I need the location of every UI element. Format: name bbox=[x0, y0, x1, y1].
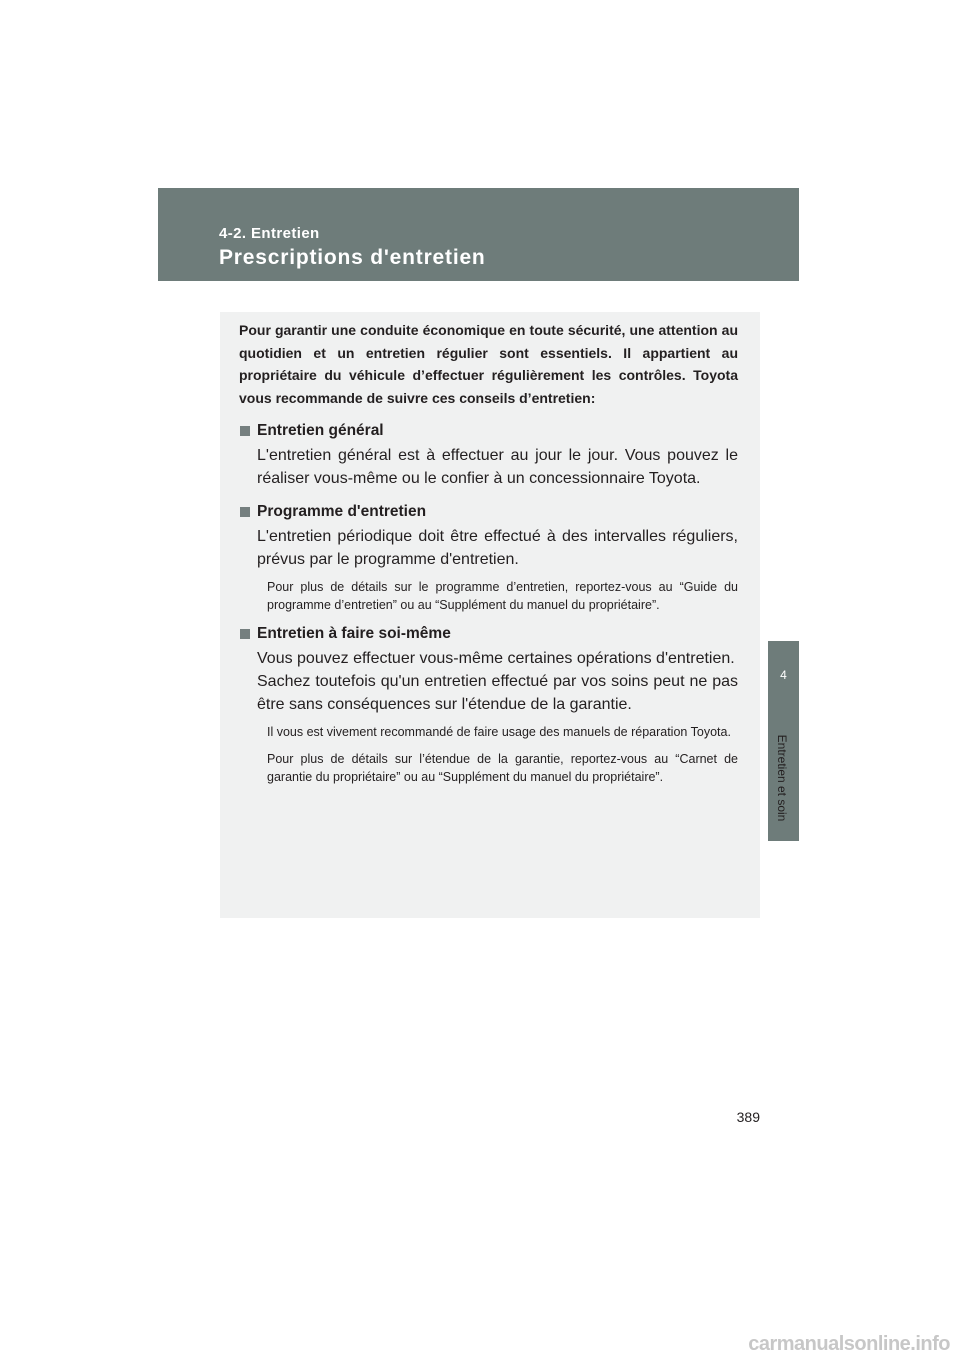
section-note: Pour plus de détails sur l’étendue de la garantie, reportez-vous au “Carnet de garantie du propriétaire” ou au “Supplément du manuel du propriétaire”. bbox=[267, 751, 738, 785]
section-heading-general bbox=[239, 420, 738, 442]
section-label: 4-2. Entretien bbox=[219, 225, 320, 242]
section-heading-diy bbox=[239, 623, 738, 645]
section-body: Sachez toutefois qu'un entretien effectué par vos soins peut ne pas être sans conséquences sur l'étendue de la garantie. bbox=[257, 673, 738, 713]
content-box bbox=[220, 312, 760, 918]
section-heading-text: Programme d'entretien bbox=[257, 502, 427, 520]
chapter-side-label-text: Entretien et soin bbox=[775, 734, 789, 822]
section-header bbox=[158, 188, 799, 281]
section-body: L'entretien général est à effectuer au jour le jour. Vous pouvez le réaliser vous-même ou le confier à un concessionnaire Toyota. bbox=[257, 446, 738, 487]
section-heading-text: Entretien général bbox=[257, 421, 384, 439]
square-bullet-icon bbox=[240, 629, 250, 639]
intro-paragraph: Pour garantir une conduite économique en toute sécurité, une attention au quotidien et un entretien régulier sont essentiels. Il appartient au propriétaire du véhicule d’effectuer régulièrement les contrôles. Toyota vous recommande de suivre ces conseils d’entretien: bbox=[239, 322, 738, 407]
watermark: carmanualsonline.info bbox=[748, 1333, 950, 1355]
page-title: Prescriptions d'entretien bbox=[219, 246, 486, 269]
section-note: Pour plus de détails sur le programme d’entretien, reportez-vous au “Guide du programme d’entretien” ou au “Supplément du manuel du propriétaire”. bbox=[267, 579, 738, 613]
section-note: Il vous est vivement recommandé de faire usage des manuels de réparation Toyota. bbox=[267, 725, 731, 739]
page-number: 389 bbox=[736, 1109, 760, 1125]
chapter-side-label bbox=[770, 718, 794, 838]
section-body: L'entretien périodique doit être effectué à des intervalles réguliers, prévus par le programme d'entretien. bbox=[257, 527, 738, 568]
chapter-number: 4 bbox=[780, 668, 787, 682]
square-bullet-icon bbox=[240, 507, 250, 517]
section-body: Vous pouvez effectuer vous-même certaines opérations d'entretien. bbox=[257, 650, 735, 667]
section-heading-schedule bbox=[239, 501, 738, 523]
section-heading-text: Entretien à faire soi-même bbox=[257, 625, 451, 642]
square-bullet-icon bbox=[240, 426, 250, 436]
